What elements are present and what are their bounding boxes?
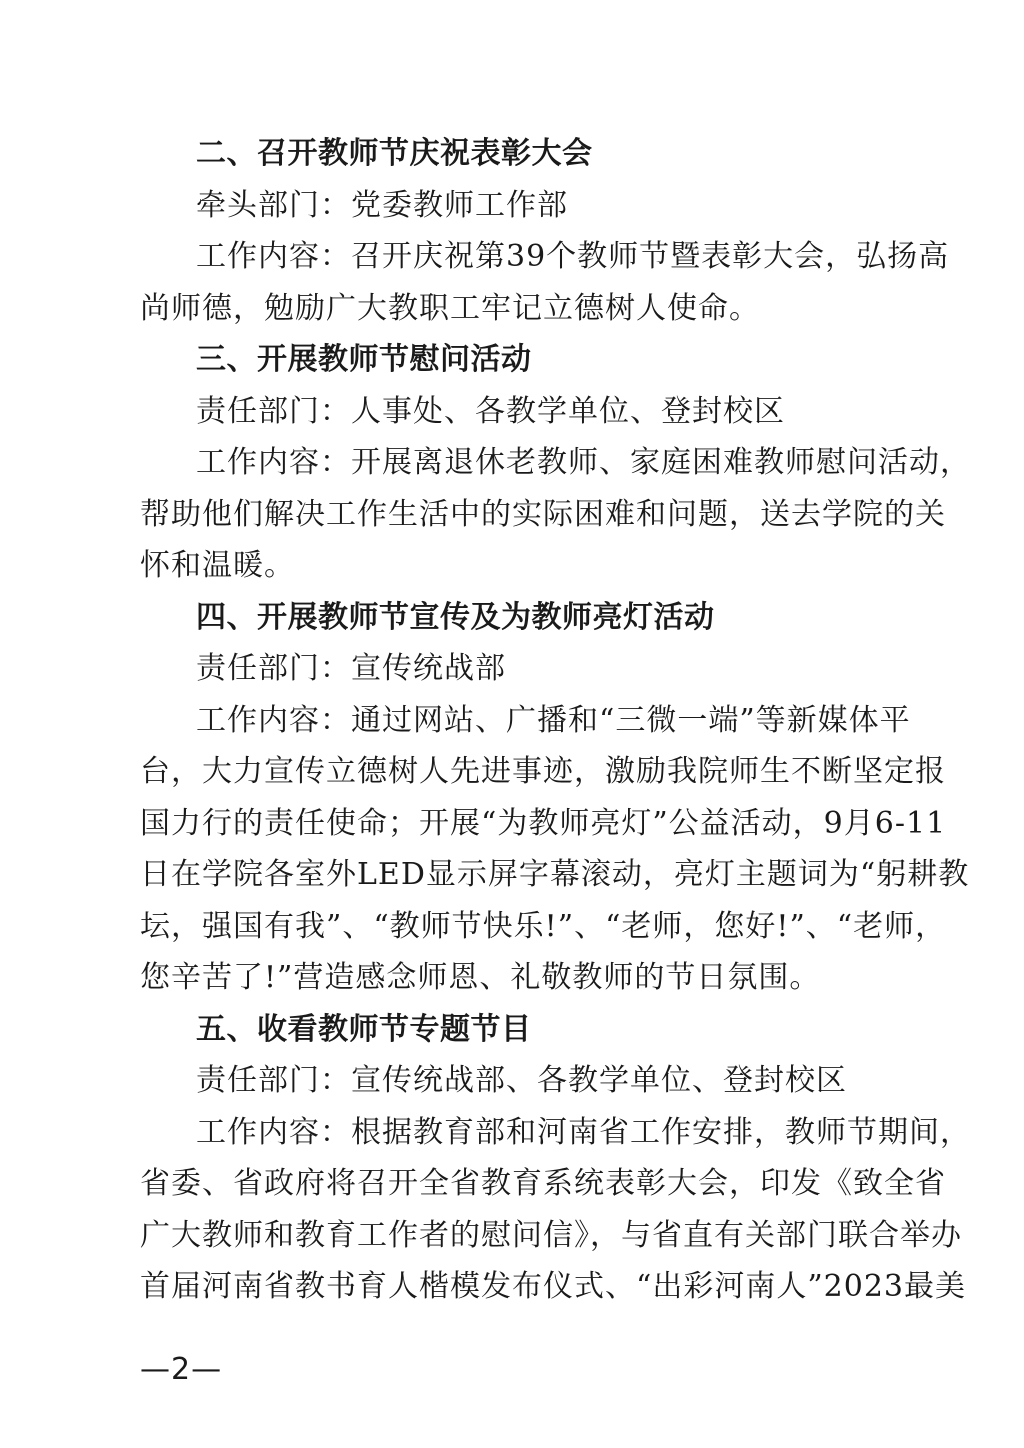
work-content-line: 工作内容：开展离退休老教师、家庭困难教师慰问活动， <box>196 445 971 480</box>
work-content-line: 工作内容：通过网站、广播和“三微一端”等新媒体平 <box>196 702 911 738</box>
paragraph-line: 怀和温暖。 <box>140 548 295 583</box>
paragraph-line: 帮助他们解决工作生活中的实际困难和问题，送去学院的关 <box>140 496 946 532</box>
paragraph-line: 您辛苦了!”营造感念师恩、礼敬教师的节日氛围。 <box>140 960 821 995</box>
paragraph-line: 首届河南省教书育人楷模发布仪式、“出彩河南人”2023最美 <box>140 1269 967 1304</box>
section-heading-2: 二、召开教师节庆祝表彰大会 <box>196 136 593 171</box>
paragraph-line: 尚师德，勉励广大教职工牢记立德树人使命。 <box>140 290 760 326</box>
section-heading-5: 五、收看教师节专题节目 <box>196 1011 532 1047</box>
responsible-department-line: 责任部门：宣传统战部、各教学单位、登封校区 <box>196 1063 847 1098</box>
paragraph-line: 广大教师和教育工作者的慰问信》，与省直有关部门联合举办 <box>140 1217 962 1253</box>
section-heading-3: 三、开展教师节慰问活动 <box>196 342 532 377</box>
work-content-line: 工作内容：根据教育部和河南省工作安排，教师节期间， <box>196 1114 971 1150</box>
paragraph-line: 国力行的责任使命；开展“为教师亮灯”公益活动，9月6-11 <box>140 805 947 841</box>
responsible-department-line: 责任部门：宣传统战部 <box>196 651 506 686</box>
section-heading-4: 四、开展教师节宣传及为教师亮灯活动 <box>196 599 715 635</box>
lead-department-line: 牵头部门：党委教师工作部 <box>196 187 568 223</box>
paragraph-line: 台，大力宣传立德树人先进事迹，激励我院师生不断坚定报 <box>140 754 946 789</box>
document-body <box>140 128 971 1313</box>
page-number: —2— <box>140 1352 223 1387</box>
work-content-line: 工作内容：召开庆祝第39个教师节暨表彰大会，弘扬高 <box>196 239 950 274</box>
paragraph-line: 省委、省政府将召开全省教育系统表彰大会，印发《致全省 <box>140 1166 946 1201</box>
paragraph-line: 坛，强国有我”、“教师节快乐!”、“老师，您好!”、“老师， <box>140 908 947 944</box>
responsible-department-line: 责任部门：人事处、各教学单位、登封校区 <box>196 393 785 429</box>
paragraph-line: 日在学院各室外LED显示屏字幕滚动，亮灯主题词为“躬耕教 <box>140 857 970 892</box>
